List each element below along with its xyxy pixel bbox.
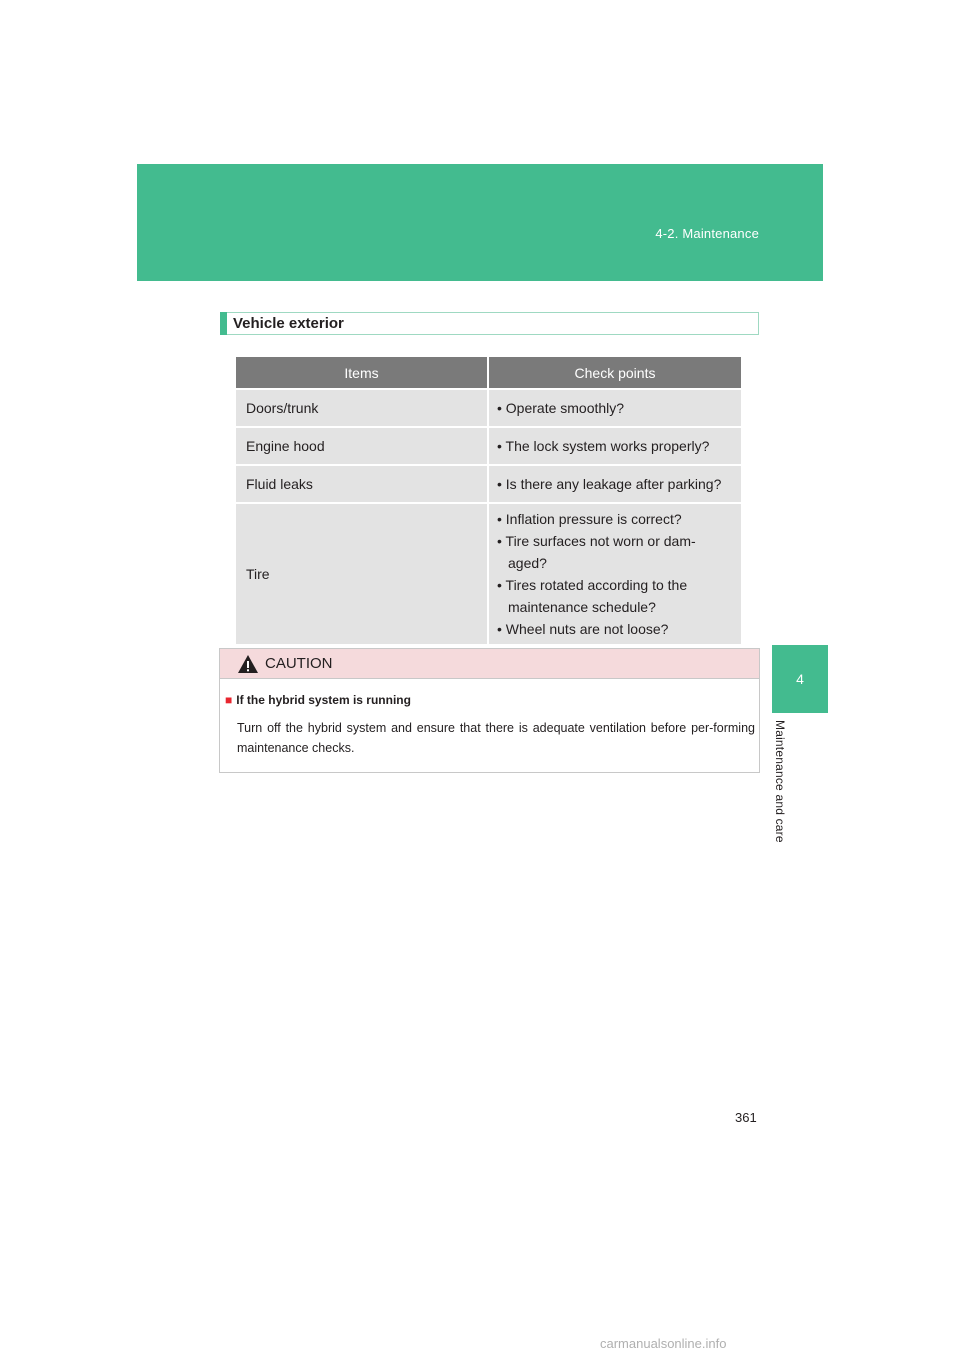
points-cell	[488, 465, 741, 503]
page-number: 361	[735, 1110, 757, 1125]
caution-subtitle-text: If the hybrid system is running	[236, 693, 411, 707]
table-row	[236, 503, 741, 644]
chapter-label: Maintenance and care	[773, 720, 787, 843]
check-table	[236, 357, 741, 644]
table-row	[236, 465, 741, 503]
chapter-label-container	[770, 720, 790, 870]
chapter-tab	[772, 645, 828, 713]
section-heading-title: Vehicle exterior	[233, 315, 344, 332]
item-cell: Tire	[236, 503, 488, 644]
caution-box	[219, 648, 760, 773]
watermark: carmanualsonline.info	[600, 1336, 727, 1351]
section-heading	[220, 312, 759, 335]
check-point: • Tire surfaces not worn or dam-aged?	[497, 533, 696, 571]
chapter-number: 4	[796, 671, 804, 687]
table-row	[236, 427, 741, 465]
warning-triangle-icon	[237, 654, 259, 674]
check-point: • The lock system works properly?	[497, 438, 710, 454]
header-band	[137, 164, 823, 281]
caution-body: Turn off the hybrid system and ensure that there is adequate ventilation before per-forming maintenance checks.	[237, 721, 755, 755]
check-point: • Wheel nuts are not loose?	[497, 621, 669, 637]
points-cell	[488, 427, 741, 465]
points-cell	[488, 389, 741, 427]
square-bullet-icon: ■	[225, 693, 233, 707]
points-cell	[488, 503, 741, 644]
header-items: Items	[236, 357, 488, 389]
check-point: • Operate smoothly?	[497, 400, 625, 416]
table-row	[236, 389, 741, 427]
table-header-row	[236, 357, 741, 389]
heading-accent	[220, 312, 227, 335]
check-point: • Inflation pressure is correct?	[497, 511, 682, 527]
item-cell: Doors/trunk	[236, 389, 488, 427]
section-label: 4-2. Maintenance	[655, 226, 759, 241]
caution-title: CAUTION	[265, 655, 333, 672]
item-cell: Engine hood	[236, 427, 488, 465]
caution-subtitle	[225, 693, 411, 707]
check-point: • Is there any leakage after parking?	[497, 476, 722, 492]
header-check-points: Check points	[488, 357, 741, 389]
item-cell: Fluid leaks	[236, 465, 488, 503]
caution-header	[220, 649, 759, 679]
check-point: • Tires rotated according to the maintenance schedule?	[497, 577, 688, 615]
